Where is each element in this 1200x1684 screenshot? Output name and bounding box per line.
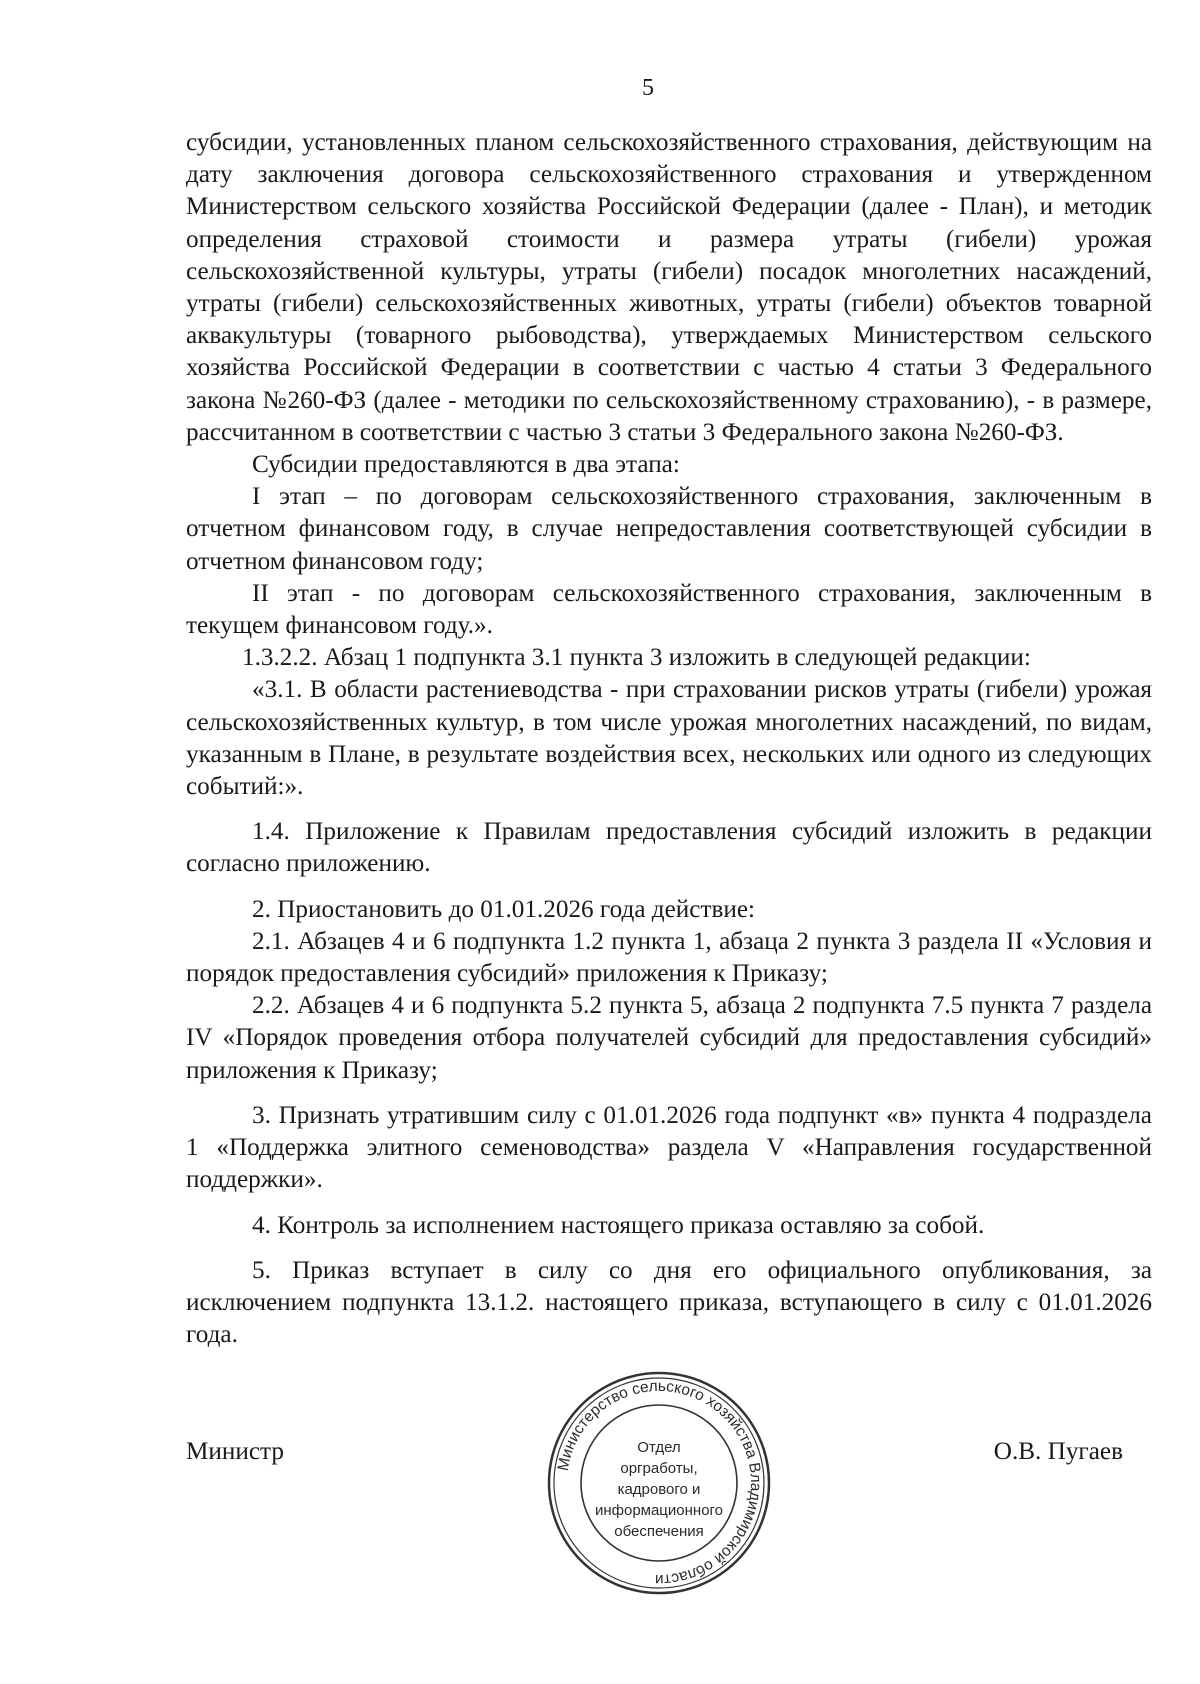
paragraph-item-5: 5. Приказ вступает в силу со дня его официального опубликования, за исключением подпункта 13.1.2. настоящего приказа, вступающего в силу с 01.01.2026 года. bbox=[186, 1256, 1152, 1349]
paragraph-item-2-1: 2.1. Абзацев 4 и 6 подпункта 1.2 пункта 1, абзаца 2 пункта 3 раздела II «Условия и порядок предоставления субсидий» приложения к Приказу; bbox=[186, 927, 1152, 988]
signatory-name: О.В. Пугаев bbox=[993, 1438, 1123, 1465]
stamp-inner-line: обеспечения bbox=[614, 1523, 704, 1540]
stamp-inner-line: оргработы, bbox=[620, 1460, 698, 1477]
paragraph-stage-2: II этап - по договорам сельскохозяйственного страхования, заключенным в текущем финансовом году.». bbox=[186, 579, 1152, 640]
paragraph-item-3-1-quote: «3.1. В области растениеводства - при страховании рисков утраты (гибели) урожая сельскохозяйственных культур, в том числе урожая многолетних насаждений, по видам, указанным в Плане, в результате воздействия всех, нескольких или одного из следующих событий:». bbox=[186, 676, 1152, 801]
paragraph-stages-intro: Субсидии предоставляются в два этапа: bbox=[252, 451, 680, 479]
paragraph-stage-1: I этап – по договорам сельскохозяйственного страхования, заключенным в отчетном финансовом году, в случае непредоставления соответствующей субсидии в отчетном финансовом году; bbox=[186, 483, 1152, 575]
paragraph-item-3: 3. Признать утратившим силу с 01.01.2026 года подпункт «в» пункта 4 подраздела 1 «Поддержка элитного семеноводства» раздела V «Направления государственной поддержки». bbox=[186, 1101, 1152, 1194]
stamp-inner-line: информационного bbox=[594, 1502, 724, 1519]
stamp-inner-line: Отдел bbox=[637, 1439, 681, 1456]
document-body bbox=[186, 127, 1152, 1351]
paragraph-item-2-2: 2.2. Абзацев 4 и 6 подпункта 5.2 пункта 5, абзаца 2 подпункта 7.5 пункта 7 раздела IV «Порядок проведения отбора получателей субсидий для предоставления субсидий» приложения к Приказу; bbox=[186, 992, 1152, 1084]
stamp-ring-text: Министерство сельского хозяйства Владимирской области bbox=[554, 1377, 765, 1589]
signatory-title: Министр bbox=[186, 1438, 284, 1465]
paragraph-subsidy-continuation: субсидии, установленных планом сельскохозяйственного страхования, действующим на дату заключения договора сельскохозяйственного страхования и утвержденном Министерством сельского хозяйства Российской Федерации (далее - План), и методик определения страховой стоимости и размера утраты (гибели) урожая сельскохозяйственной культуры, утраты (гибели) посадок многолетних насаждений, утраты (гибели) сельскохозяйственных животных, утраты (гибели) объектов товарной аквакультуры (товарного рыбоводства), утверждаемых Министерством сельского хозяйства Российской Федерации в соответствии с частью 4 статьи 3 Федерального закона №260-ФЗ (далее - методики по сельскохозяйственному страхованию), - в размере, рассчитанном в соответствии с частью 3 статьи 3 Федерального закона №260-ФЗ. bbox=[186, 129, 1152, 446]
paragraph-item-1-3-2-2: 1.3.2.2. Абзац 1 подпункта 3.1 пункта 3 изложить в следующей редакции: bbox=[242, 644, 1031, 672]
page-number: 5 bbox=[642, 75, 654, 101]
paragraph-item-4: 4. Контроль за исполнением настоящего приказа оставляю за собой. bbox=[252, 1211, 985, 1239]
paragraph-item-2: 2. Приостановить до 01.01.2026 года действие: bbox=[252, 895, 755, 923]
stamp-inner-line: кадрового и bbox=[617, 1481, 701, 1498]
official-stamp bbox=[546, 1370, 772, 1596]
paragraph-item-1-4: 1.4. Приложение к Правилам предоставления субсидий изложить в редакции согласно приложению. bbox=[186, 818, 1152, 878]
